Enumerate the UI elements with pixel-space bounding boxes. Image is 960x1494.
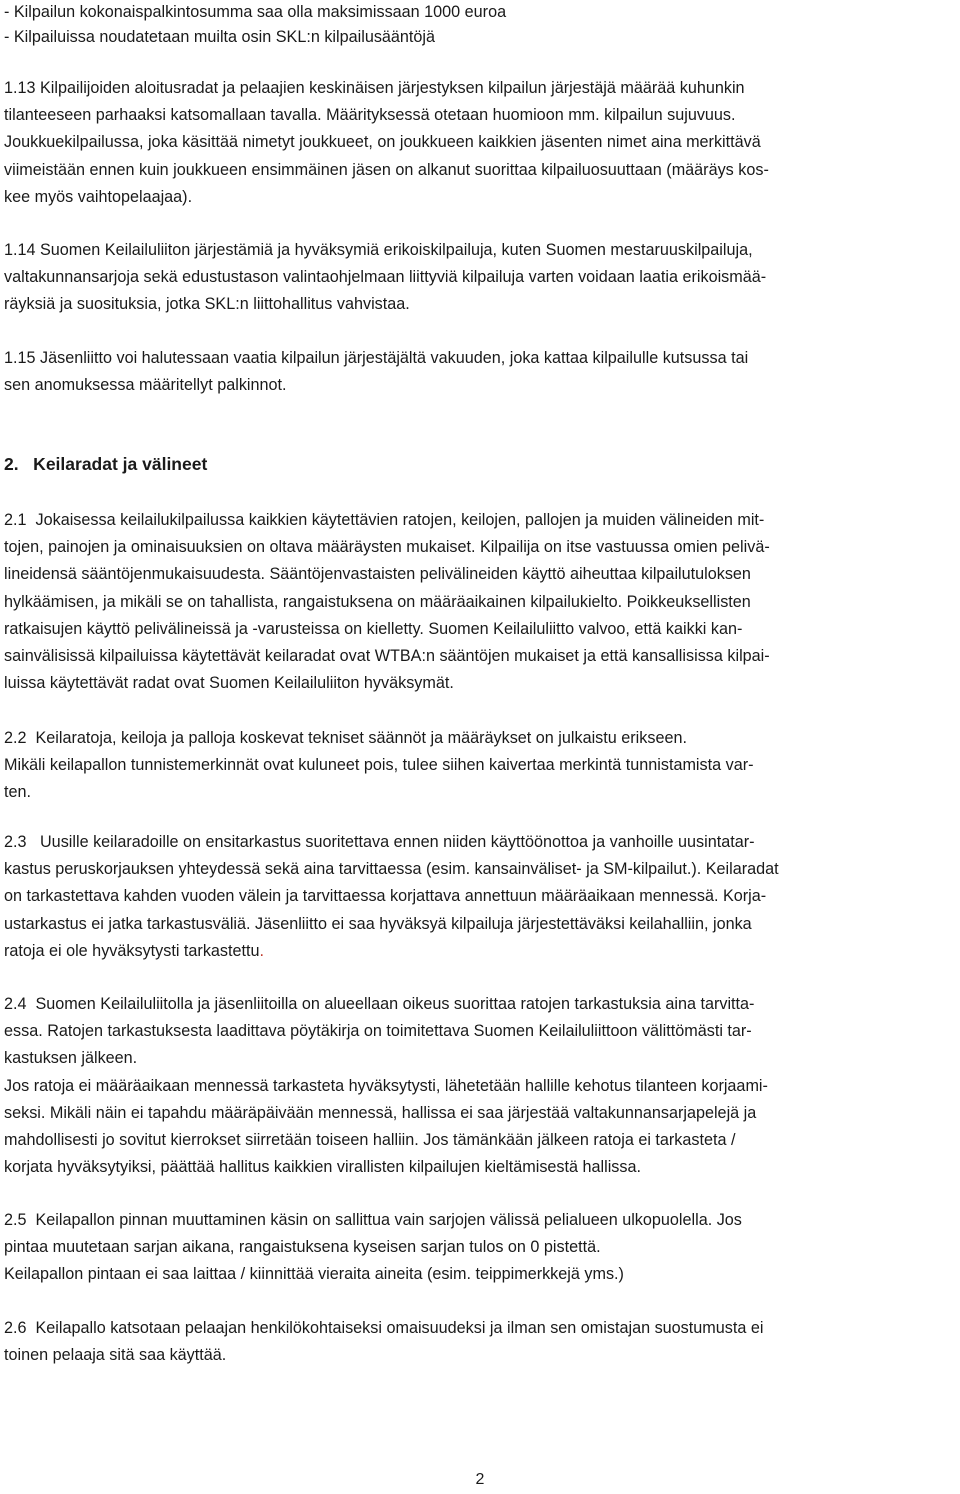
section-1-15 — [4, 345, 956, 399]
section-1-14 — [4, 237, 956, 319]
paragraph-line: Jos ratoja ei määräaikaan mennessä tarkasteta hyväksytysti, lähetetään hallille kehotus tilanteen korjaami- — [4, 1076, 768, 1095]
paragraph-line: toinen pelaaja sitä saa käyttää. — [4, 1346, 227, 1365]
paragraph-line: on tarkastettava kahden vuoden välein ja tarvittaessa korjattava annettuun määräaikaan mennessä. Korja- — [4, 887, 767, 906]
section-2-2 — [4, 725, 956, 807]
section-1-13 — [4, 75, 956, 211]
paragraph-line: räyksiä ja suosituksia, jotka SKL:n liittohallitus vahvistaa. — [4, 295, 410, 314]
paragraph-line: pintaa muutetaan sarjan aikana, rangaistuksena kyseisen sarjan tulos on 0 pistettä. — [4, 1238, 601, 1257]
paragraph-line: sen anomuksessa määritellyt palkinnot. — [4, 376, 287, 395]
list-item: - Kilpailun kokonaispalkintosumma saa olla maksimissaan 1000 euroa — [4, 3, 507, 21]
paragraph-line: Mikäli keilapallon tunnistemerkinnät ovat kuluneet pois, tulee siihen kaivertaa merkintä tunnistamista var- — [4, 756, 754, 775]
paragraph-line: ustarkastus ei jatka tarkastusväliä. Jäsenliitto ei saa hyväksyä kilpailuja järjestettäväksi keilahalliin, jonka — [4, 914, 752, 933]
paragraph-text: ratoja ei ole hyväksytysti tarkastettu — [4, 941, 260, 960]
list-item: - Kilpailuissa noudatetaan muilta osin SKL:n kilpailusääntöjä — [4, 28, 436, 46]
paragraph-line: kastuksen jälkeen. — [4, 1049, 138, 1068]
paragraph-line: essa. Ratojen tarkastuksesta laadittava pöytäkirja on toimitettava Suomen Keilailuliittoon välittömästi tar- — [4, 1022, 752, 1041]
paragraph-line: kee myös vaihtopelaajaa). — [4, 187, 193, 206]
paragraph-line: 1.14 Suomen Keilailuliiton järjestämiä ja hyväksymiä erikoiskilpailuja, kuten Suomen mestaruuskilpailuja, — [4, 241, 753, 259]
section-2-5 — [4, 1207, 956, 1289]
paragraph-line: tojen, painojen ja ominaisuuksien on oltava määräysten mukaiset. Kilpailija on itse vastuussa omien pelivä- — [4, 538, 770, 557]
section-2-3 — [4, 829, 956, 965]
paragraph-line: 1.15 Jäsenliitto voi halutessaan vaatia kilpailun järjestäjältä vakuuden, joka kattaa kilpailulle kutsussa tai — [4, 349, 749, 367]
paragraph-line: sainvälisissä kilpailuissa käytettävät keilaradat ovat WTBA:n sääntöjen mukaiset ja että kansallisissa kilpai- — [4, 647, 770, 666]
paragraph-line: valtakunnansarjoja sekä edustustason valintaohjelmaan liittyviä kilpailuja varten voidaan laatia erikoismää- — [4, 268, 767, 287]
paragraph-line: kastus peruskorjauksen yhteydessä sekä aina tarvittaessa (esim. kansainväliset- ja SM-kilpailut.). Keilaradat — [4, 860, 779, 879]
red-period-mark: . — [259, 941, 265, 960]
paragraph-line: seksi. Mikäli näin ei tapahdu määräpäivään mennessä, hallissa ei saa järjestää valtakunnansarjapelejä ja — [4, 1103, 757, 1122]
paragraph-line: 2.3 Uusille keilaradoille on ensitarkastus suoritettava ennen niiden käyttöönottoa ja vanhoille uusintatar- — [4, 833, 755, 851]
paragraph-line: mahdollisesti jo sovitut kierrokset siirretään toiseen halliin. Jos tämänkään jälkeen ratoja ei tarkasteta / — [4, 1131, 736, 1150]
section-2-1 — [4, 507, 956, 697]
paragraph-line: 2.5 Keilapallon pinnan muuttaminen käsin on sallittua vain sarjojen välissä pelialueen ulkopuolella. Jos — [4, 1211, 742, 1229]
paragraph-line: korjata hyväksytyiksi, päättää hallitus kaikkien virallisten kilpailujen kieltämisestä hallissa. — [4, 1158, 641, 1177]
paragraph-line: lineidensä sääntöjenmukaisuudesta. Sääntöjenvastaisten pelivälineiden käyttö aiheuttaa kilpailutuloksen — [4, 565, 751, 584]
section-heading: 2. Keilaradat ja välineet — [4, 454, 208, 474]
paragraph-line: 2.6 Keilapallo katsotaan pelaajan henkilökohtaiseksi omaisuudeksi ja ilman sen omistajan suostumusta ei — [4, 1319, 764, 1337]
paragraph-line: 2.1 Jokaisessa keilailukilpailussa kaikkien käytettävien ratojen, keilojen, pallojen ja muiden välineiden mit- — [4, 511, 765, 529]
prize-rules-list — [4, 0, 506, 50]
section-2-6 — [4, 1315, 956, 1369]
paragraph-line: 2.2 Keilaratoja, keiloja ja palloja koskevat tekniset säännöt ja määräykset on julkaistu erikseen. — [4, 729, 687, 747]
paragraph-line: ten. — [4, 783, 32, 802]
paragraph-line: hylkäämisen, ja mikäli se on tahallista, rangaistuksena on määräaikainen kilpailukielto. Poikkeuksellisten — [4, 592, 751, 611]
paragraph-line: ratkaisujen käyttö pelivälineissä ja -varusteissa on kielletty. Suomen Keilailuliitto valvoo, että kaikki kan- — [4, 619, 743, 638]
paragraph-line — [4, 938, 956, 965]
paragraph-line: luissa käytettävät radat ovat Suomen Keilailuliiton hyväksymät. — [4, 674, 454, 693]
paragraph-line: 2.4 Suomen Keilailuliitolla ja jäsenliitoilla on alueellaan oikeus suorittaa ratojen tarkastuksia aina tarvitta- — [4, 995, 755, 1013]
section-2-4 — [4, 991, 956, 1181]
paragraph-line: 1.13 Kilpailijoiden aloitusradat ja pelaajien keskinäisen järjestyksen kilpailun järjestäjä määrää kuhunkin — [4, 79, 745, 97]
paragraph-line: Keilapallon pintaan ei saa laittaa / kiinnittää vieraita aineita (esim. teippimerkkejä yms.) — [4, 1265, 624, 1284]
page-number: 2 — [475, 1471, 485, 1488]
paragraph-line: viimeistään ennen kuin joukkueen ensimmäinen jäsen on alkanut suorittaa kilpailuosuuttaan (määräys kos- — [4, 160, 769, 179]
paragraph-line: Joukkuekilpailussa, joka käsittää nimetyt joukkueet, on joukkueen kaikkien jäsenten nimet aina merkittävä — [4, 133, 761, 152]
paragraph-line: tilanteeseen parhaaksi katsomallaan tavalla. Määrityksessä otetaan huomioon mm. kilpailun sujuvuus. — [4, 106, 736, 125]
